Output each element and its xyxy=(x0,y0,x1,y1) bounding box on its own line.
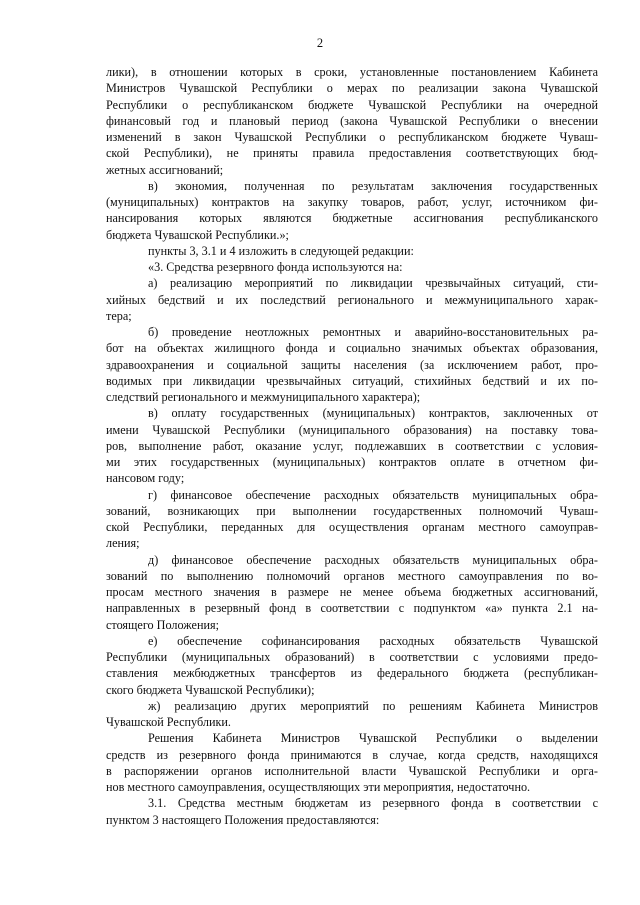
text-line: а) реализацию мероприятий по ликвидации чрезвычайных ситуаций, сти- xyxy=(148,276,598,291)
text-line: в) экономия, полученная по результатам заключения государственных xyxy=(148,178,598,193)
text-line: лики), в отношении которых в сроки, установленные постановлением Кабинета xyxy=(106,65,598,79)
text-line: Чувашской Республики. xyxy=(106,715,231,729)
text-line: в) оплату государственных (муниципальных) контрактов, заключенных от xyxy=(148,406,598,421)
text-line: д) финансовое обеспечение расходных обязательств муниципальных обра- xyxy=(148,552,598,567)
page-number: 2 xyxy=(316,36,324,50)
text-line: жетных ассигнований; xyxy=(106,162,224,177)
text-line: (муниципальных) контрактов на закупку товаров, работ, услуг, источником фи- xyxy=(106,195,598,209)
text-line: Решения Кабинета Министров Чувашской Республики о выделении xyxy=(148,731,598,746)
paragraph xyxy=(106,178,598,243)
text-line: б) проведение неотложных ремонтных и аварийно-восстановительных ра- xyxy=(148,325,598,339)
text-line: здравоохранения и социальной защиты населения (за исключением работ, про- xyxy=(106,357,598,372)
text-line: ж) реализацию других мероприятий по решениям Кабинета Министров xyxy=(148,698,598,713)
text-line: пунктом 3 настоящего Положения предоставляются: xyxy=(106,812,380,827)
text-line: ской Республики), не приняты правила предоставления соответствующих бюд- xyxy=(106,146,598,161)
text-line: г) финансовое обеспечение расходных обязательств муниципальных обра- xyxy=(148,487,598,502)
text-line: ми этих государственных (муниципальных) контрактов оплате в отчетном фи- xyxy=(106,455,598,469)
text-line: ского бюджета Чувашской Республики); xyxy=(106,682,315,697)
paragraph xyxy=(106,275,598,324)
paragraph xyxy=(106,243,598,259)
text-line: ров, выполнение работ, оказание услуг, подлежавших в соответствии с условия- xyxy=(106,438,598,453)
paragraph xyxy=(106,324,598,405)
text-line: зований, возникающих при выполнении государственных полномочий Чуваш- xyxy=(106,503,598,518)
text-line: Республики о республиканском бюджете Чувашской Республики на очередной xyxy=(106,97,598,112)
text-line: 3.1. Средства местным бюджетам из резервного фонда в соответствии с xyxy=(148,796,598,811)
paragraph xyxy=(106,487,598,552)
text-line: в распоряжении органов исполнительной власти Чувашской Республики и орга- xyxy=(106,763,598,778)
text-line: имени Чувашской Республики (муниципального образования) на поставку това- xyxy=(106,422,598,437)
paragraph xyxy=(106,64,598,178)
text-line: стоящего Положения; xyxy=(106,617,219,632)
text-line: Республики (муниципальных образований) в соответствии с условиями предо- xyxy=(106,650,598,664)
text-line: водимых при ликвидации чрезвычайных ситуаций, стихийных бедствий и их по- xyxy=(106,373,598,388)
text-line: зований по выполнению полномочий органов местного самоуправления по во- xyxy=(106,568,598,583)
text-line: следствий регионального и межмуниципального характера); xyxy=(106,390,421,404)
text-line: ской Республики, переданных для осуществления органам местного самоуправ- xyxy=(106,520,598,534)
text-line: направленных в резервный фонд в соответствии с подпунктом «а» пункта 2.1 на- xyxy=(106,601,598,616)
text-line: просам местного значения в размере не менее объема бюджетных ассигнований, xyxy=(106,585,598,599)
text-line: е) обеспечение софинансирования расходных обязательств Чувашской xyxy=(148,633,598,648)
text-line: бот на объектах жилищного фонда и социально значимых объектах образования, xyxy=(106,341,598,356)
text-line: нансовом году; xyxy=(106,471,185,486)
text-line: ления; xyxy=(106,536,140,551)
text-line: финансовый год и плановый период (закона Чувашской Республики о внесении xyxy=(106,113,598,128)
text-line: хийных бедствий и их последствий регионального и межмуниципального харак- xyxy=(106,292,598,307)
paragraph xyxy=(106,552,598,633)
text-line: нов местного самоуправления, осуществляющих эти мероприятия, недостаточно. xyxy=(106,780,531,794)
document-body xyxy=(106,64,598,828)
text-line: Министров Чувашской Республики о мерах по реализации закона Чувашской xyxy=(106,81,598,96)
text-line: бюджета Чувашской Республики.»; xyxy=(106,227,289,242)
paragraph xyxy=(106,795,598,828)
text-line: пункты 3, 3.1 и 4 изложить в следующей редакции: xyxy=(148,243,414,258)
paragraph xyxy=(106,405,598,486)
paragraph xyxy=(106,633,598,698)
paragraph xyxy=(106,259,598,275)
text-line: «3. Средства резервного фонда используются на: xyxy=(148,260,403,274)
text-line: средств из резервного фонда принимаются в случае, когда средств, находящихся xyxy=(106,747,598,762)
paragraph xyxy=(106,698,598,731)
text-line: ставления межбюджетных трансфертов из федерального бюджета (республикан- xyxy=(106,666,598,681)
text-line: нансирования которых являются бюджетные ассигнования республиканского xyxy=(106,211,598,226)
paragraph xyxy=(106,730,598,795)
text-line: тера; xyxy=(106,308,132,323)
text-line: изменений в закон Чувашской Республики о республиканском бюджете Чуваш- xyxy=(106,130,598,144)
